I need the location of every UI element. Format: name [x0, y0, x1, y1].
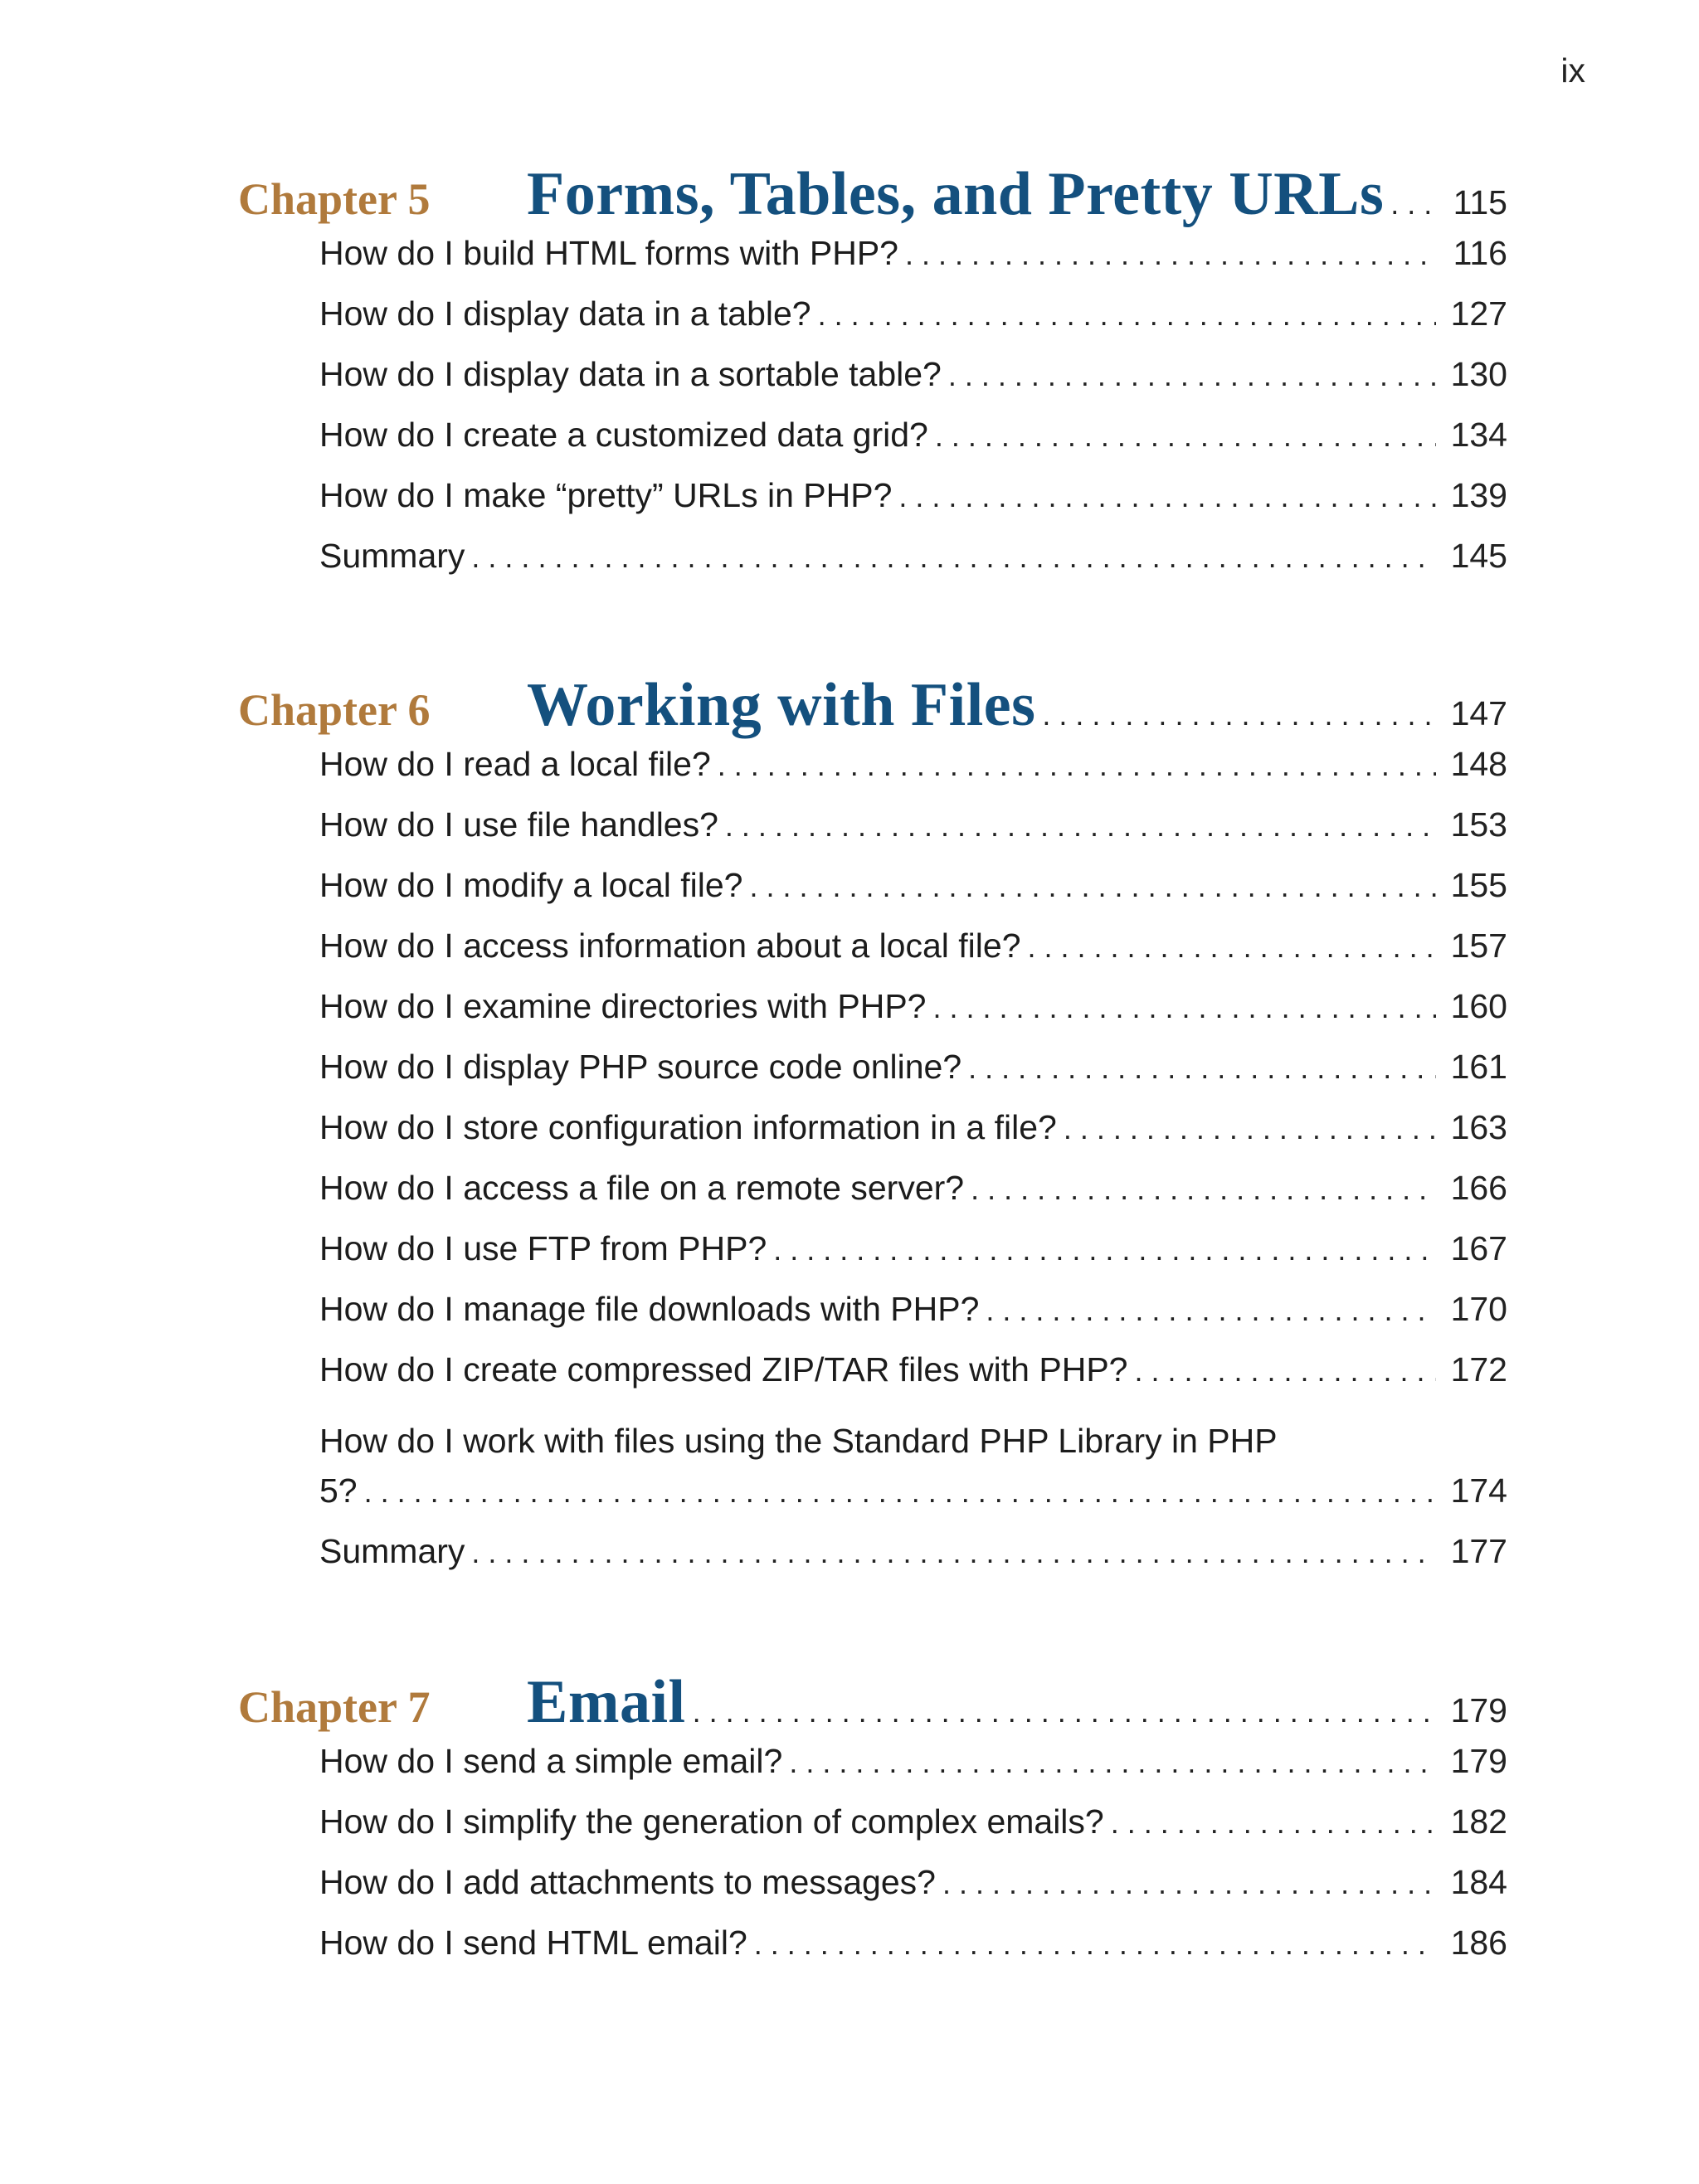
toc-entry[interactable]: [319, 1863, 1507, 1924]
entry-text-line2: 5?: [319, 1471, 358, 1510]
leader-dots: [942, 1866, 1436, 1901]
leader-dots: [789, 1745, 1436, 1780]
leader-dots: [898, 479, 1436, 514]
entry-text: How do I add attachments to messages?: [319, 1863, 936, 1901]
entry-page: 166: [1450, 1169, 1507, 1207]
chapter-title: Working with Files: [527, 671, 1036, 739]
toc-entry[interactable]: [319, 987, 1507, 1048]
toc-entry[interactable]: [319, 1924, 1507, 1984]
entry-text-line1: How do I work with files using the Standard PHP Library in PHP: [319, 1422, 1278, 1460]
toc-entry[interactable]: [319, 1411, 1507, 1532]
entry-text: How do I examine directories with PHP?: [319, 987, 927, 1025]
leader-dots: [818, 298, 1436, 333]
leader-dots: [1028, 930, 1436, 965]
chapter-label: Chapter 6: [238, 685, 431, 735]
entry-text: How do I send HTML email?: [319, 1924, 747, 1962]
entry-page: 155: [1450, 866, 1507, 904]
leader-dots: [749, 869, 1436, 904]
entry-text: Summary: [319, 1532, 465, 1570]
entry-page: 186: [1450, 1924, 1507, 1962]
entry-text: Summary: [319, 537, 465, 575]
entry-text: How do I send a simple email?: [319, 1742, 783, 1780]
chapter-title: Email: [527, 1668, 686, 1736]
toc-entry[interactable]: [319, 1802, 1507, 1863]
entry-text: How do I display data in a sortable table?: [319, 355, 942, 393]
toc-entry[interactable]: [319, 355, 1507, 416]
chapter-heading[interactable]: [238, 1667, 1507, 1742]
chapter-5: [238, 159, 1507, 597]
chapter-page: 147: [1450, 694, 1507, 732]
toc-entry[interactable]: [319, 1229, 1507, 1290]
entry-page: 167: [1450, 1229, 1507, 1267]
entry-page: 153: [1450, 805, 1507, 844]
leader-dots: [1134, 1354, 1436, 1389]
entry-text: How do I read a local file?: [319, 745, 711, 783]
chapter-6: [238, 670, 1507, 1593]
toc-entry[interactable]: [319, 1048, 1507, 1108]
entry-text: How do I create a customized data grid?: [319, 416, 928, 454]
entry-page: 177: [1450, 1532, 1507, 1570]
leader-dots: [932, 990, 1436, 1025]
entry-page: 148: [1450, 745, 1507, 783]
leader-dots: [935, 419, 1436, 454]
leader-dots: [693, 1695, 1436, 1729]
entry-text: How do I display data in a table?: [319, 294, 811, 333]
entry-list: [319, 1742, 1507, 1984]
entry-page: 130: [1450, 355, 1507, 393]
leader-dots: [471, 540, 1436, 575]
entry-text: How do I manage file downloads with PHP?: [319, 1290, 980, 1328]
entry-text: How do I modify a local file?: [319, 866, 743, 904]
leader-dots: [718, 748, 1436, 783]
entry-text: How do I use file handles?: [319, 805, 718, 844]
entry-page: 184: [1450, 1863, 1507, 1901]
chapter-heading[interactable]: [238, 159, 1507, 234]
entry-page: 160: [1450, 987, 1507, 1025]
entry-page: 139: [1450, 476, 1507, 514]
entry-text: How do I store configuration information in a file?: [319, 1108, 1057, 1146]
leader-dots: [971, 1172, 1436, 1207]
toc-entry[interactable]: [319, 476, 1507, 537]
entry-page: 145: [1450, 537, 1507, 575]
chapter-7: [238, 1667, 1507, 1984]
entry-page: 174: [1450, 1471, 1507, 1510]
toc-entry[interactable]: [319, 416, 1507, 476]
leader-dots: [754, 1927, 1436, 1962]
entry-text: How do I access a file on a remote server?: [319, 1169, 965, 1207]
leader-dots: [905, 237, 1436, 272]
toc-entry[interactable]: [319, 1350, 1507, 1411]
entry-list: [319, 234, 1507, 597]
leader-dots: [725, 809, 1436, 844]
toc-entry[interactable]: [319, 927, 1507, 987]
entry-page: 170: [1450, 1290, 1507, 1328]
entry-text: How do I simplify the generation of complex emails?: [319, 1802, 1104, 1841]
chapter-title: Forms, Tables, and Pretty URLs: [527, 160, 1385, 228]
toc-entry[interactable]: [319, 537, 1507, 597]
entry-text: How do I access information about a local file?: [319, 927, 1021, 965]
entry-text: How do I make “pretty” URLs in PHP?: [319, 476, 893, 514]
toc-entry[interactable]: [319, 1108, 1507, 1169]
leader-dots: [948, 358, 1436, 393]
leader-dots: [1042, 698, 1436, 732]
toc-entry[interactable]: [319, 1169, 1507, 1229]
entry-text: How do I build HTML forms with PHP?: [319, 234, 898, 272]
chapter-heading[interactable]: [238, 670, 1507, 745]
chapter-label: Chapter 7: [238, 1682, 431, 1732]
leader-dots: [364, 1475, 1436, 1510]
entry-page: 127: [1450, 294, 1507, 333]
entry-text: How do I use FTP from PHP?: [319, 1229, 767, 1267]
toc-entry[interactable]: [319, 866, 1507, 927]
leader-dots: [986, 1293, 1436, 1328]
chapter-page: 115: [1453, 183, 1507, 221]
toc-entry[interactable]: [319, 234, 1507, 294]
leader-dots: [1111, 1806, 1436, 1841]
entry-page: 161: [1450, 1048, 1507, 1086]
entry-page: 172: [1450, 1350, 1507, 1389]
leader-dots: [471, 1535, 1436, 1570]
entry-continuation: [319, 1471, 1507, 1532]
chapter-page: 179: [1450, 1691, 1507, 1729]
entry-page: 163: [1450, 1108, 1507, 1146]
page-number: ix: [1560, 51, 1585, 90]
entry-page: 116: [1453, 234, 1507, 272]
chapter-label: Chapter 5: [238, 174, 431, 224]
leader-dots: [1064, 1111, 1436, 1146]
toc-entry[interactable]: [319, 745, 1507, 805]
entry-text: How do I create compressed ZIP/TAR files with PHP?: [319, 1350, 1128, 1389]
toc-entry[interactable]: [319, 1290, 1507, 1350]
leader-dots: [773, 1233, 1436, 1267]
leader-dots: [968, 1051, 1436, 1086]
entry-page: 179: [1450, 1742, 1507, 1780]
entry-text: How do I display PHP source code online?: [319, 1048, 962, 1086]
entry-page: 157: [1450, 927, 1507, 965]
entry-page: 182: [1450, 1802, 1507, 1841]
toc-entry[interactable]: [319, 805, 1507, 866]
entry-list: [319, 745, 1507, 1593]
entry-page: 134: [1450, 416, 1507, 454]
leader-dots: [1390, 187, 1436, 221]
toc-entry[interactable]: [319, 294, 1507, 355]
toc-entry[interactable]: [319, 1742, 1507, 1802]
toc-entry[interactable]: [319, 1532, 1507, 1593]
